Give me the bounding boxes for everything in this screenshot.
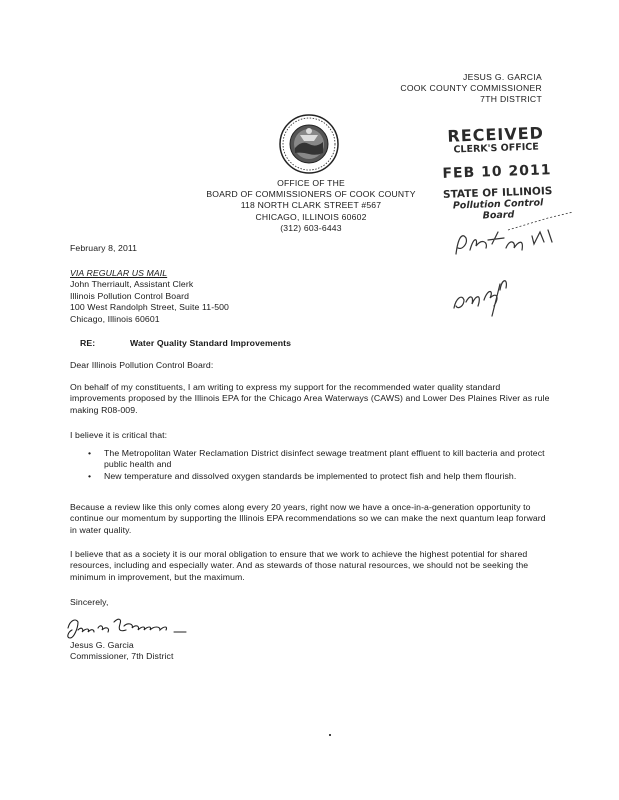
sender-name: JESUS G. GARCIA [463,72,542,82]
paragraph-1: On behalf of my constituents, I am writing to express my support for the recommended water quality standard improvements proposed by the Illinois EPA for the Chicago Area Waterways (CAWS) and Lower Des Plaines River as rule making R08-009. [70,382,550,415]
signature-icon [64,612,214,642]
subject-line [70,338,550,349]
stamp-state: STATE OF ILLINOIS [442,185,553,201]
subject-text: Water Quality Standard Improvements [130,338,292,348]
subject-label: RE: [80,338,96,348]
signer-block [70,640,550,663]
recipient-line-3: 100 West Randolph Street, Suite 11-500 [70,302,229,313]
office-phone: (312) 603-6443 [280,222,342,233]
office-line-4: CHICAGO, ILLINOIS 60602 [255,211,367,222]
signer-name: Jesus G. Garcia [70,640,134,650]
recipient-line-1: John Therriault, Assistant Clerk [70,279,194,290]
paragraph-2: I believe it is critical that: [70,430,168,440]
stamp-received: RECEIVED [447,123,545,146]
closing: Sincerely, [70,597,109,607]
salutation: Dear Illinois Pollution Control Board: [70,360,214,370]
letter-date: February 8, 2011 [70,243,138,253]
county-seal-icon [278,113,340,175]
recipient-line-2: Illinois Pollution Control Board [70,290,190,301]
office-line-3: 118 NORTH CLARK STREET #567 [240,200,382,211]
office-address-block [200,178,422,234]
paragraph-3: Because a review like this only comes along every 20 years, right now we have a once-in-a-generation opportunity to continue our momentum by supporting the Illinois EPA recommendations so we can make the next quantum leap forward in water quality. [70,502,546,535]
sender-title: COOK COUNTY COMMISSIONER [400,83,542,94]
office-line-2: BOARD OF COMMISSIONERS OF COOK COUNTY [206,189,416,200]
recipient-line-4: Chicago, Illinois 60601 [70,313,160,324]
paragraph-4: I believe that as a society it is our moral obligation to ensure that we work to achieve the highest potential for shared resources, including and especially water. And as stewards of those natural resources, we should not be seeking the minimum in improvement, but the maximum. [70,549,529,582]
stamp-clerk-office: CLERK'S OFFICE [453,141,539,156]
signer-title: Commissioner, 7th District [70,651,174,662]
office-line-1: OFFICE OF THE [277,178,345,188]
list-item: • The Metropolitan Water Reclamation District disinfect sewage treatment plant effluent to kill bacteria and protect public health and [88,448,548,471]
page-mark [329,734,331,736]
stamp-date: FEB 10 2011 [442,162,552,182]
delivery-method: VIA REGULAR US MAIL [70,268,168,278]
stamp-board: Pollution Control Board [452,197,544,222]
list-item: • New temperature and dissolved oxygen standards be implemented to protect fish and help them flourish. [88,471,548,482]
sender-block [400,72,542,106]
bullet-list [88,448,548,482]
recipient-address [70,268,550,325]
sender-district: 7TH DISTRICT [480,94,542,105]
